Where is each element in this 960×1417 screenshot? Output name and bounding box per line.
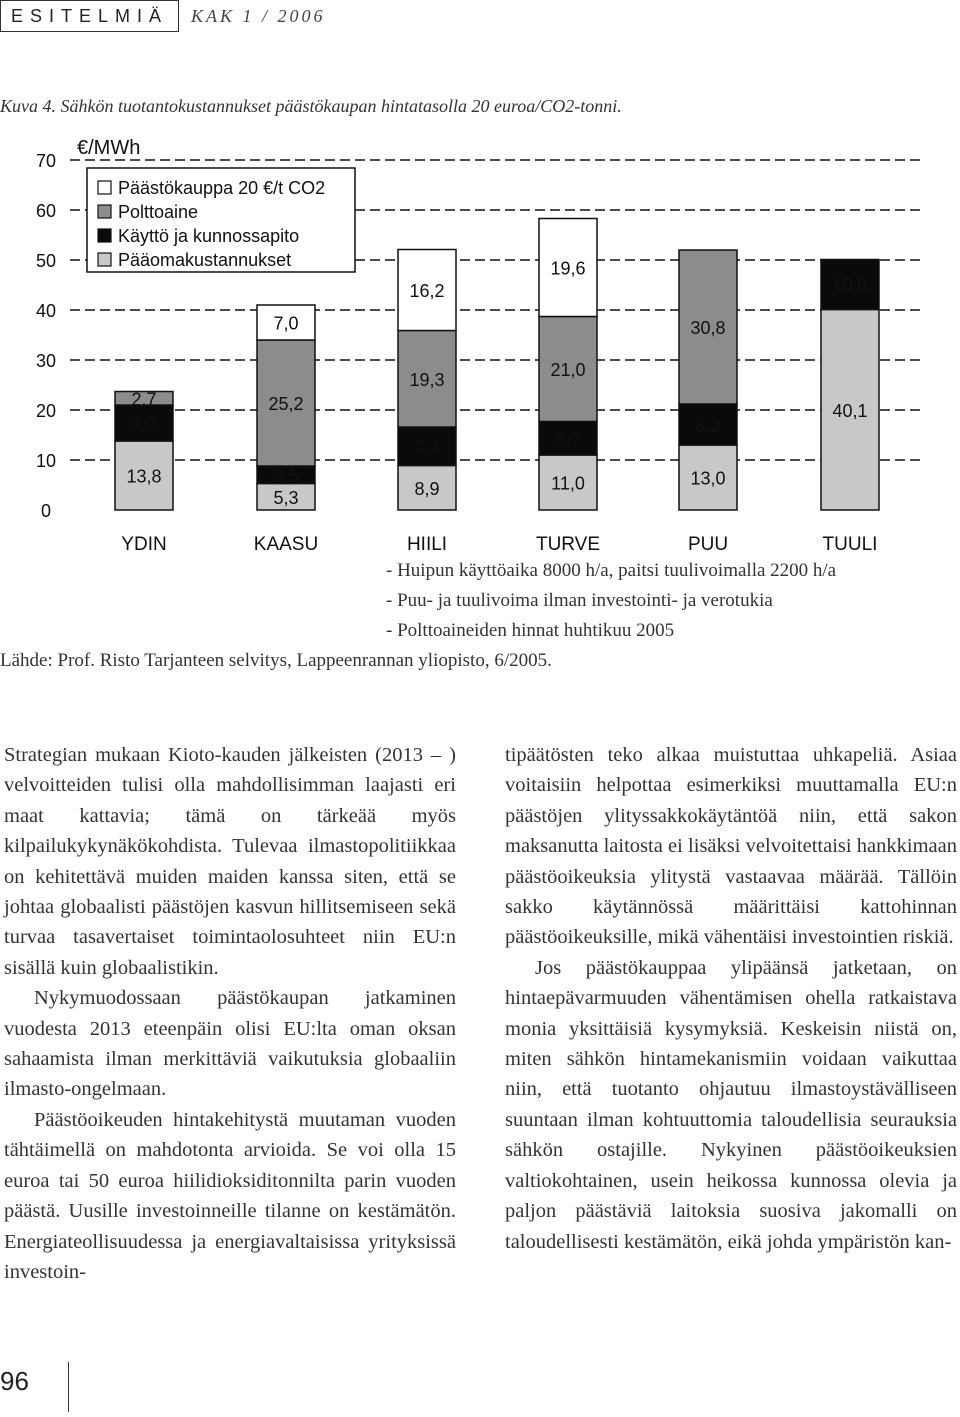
data-label: 10,0	[832, 275, 868, 296]
chart-notes	[386, 556, 836, 646]
body-column-left	[4, 740, 456, 1287]
data-label: 30,8	[690, 318, 726, 338]
data-label: 13,0	[690, 468, 726, 489]
data-label: 11,0	[551, 473, 585, 494]
legend-label: Päästökauppa 20 €/t CO2	[118, 178, 326, 198]
legend-swatch	[98, 253, 111, 266]
data-label: 19,3	[409, 369, 445, 390]
data-label: 8,9	[414, 478, 440, 499]
data-label: 3,5	[273, 465, 299, 486]
data-label: 19,6	[550, 258, 586, 279]
y-axis-label: €/MWh	[77, 137, 141, 159]
x-tick-label: HIILI	[406, 534, 448, 555]
magazine-name: ESITELMIÄ	[0, 0, 179, 32]
data-label: 7,7	[414, 437, 440, 458]
note-line: - Puu- ja tuulivoima ilman investointi- ja verotukia	[386, 590, 773, 611]
data-label: 2,7	[131, 389, 157, 410]
body-column-right	[505, 740, 957, 1257]
paragraph: Strategian mukaan Kioto-kauden jälkeisten (2013 – ) velvoitteiden tulisi olla mahdollisimman laajasti eri maat kattavia; tämä on tärkeää myös kilpailukykynäkökohdista. Tulevaa ilmastopolitiikkaa on kehitettävä muiden maiden kanssa siten, että se johtaa globaalisti päästöjen kasvun hillitsemiseen sekä turvaa tasavertaiset toimintaolosuhteet niin EU:n sisällä kuin globaalistikin.	[4, 744, 456, 979]
legend-label: Polttoaine	[118, 202, 199, 222]
page-number: 96	[0, 1366, 29, 1396]
data-label: 7,2	[131, 414, 157, 434]
legend-label: Käyttö ja kunnossapito	[118, 226, 300, 246]
x-tick-label: KAASU	[253, 534, 319, 555]
paragraph: tipäätösten teko alkaa muistuttaa uhkapeliä. Asiaa voitaisiin helpottaa esimerkiksi muuttamalla EU:n päästöjen ylityssakkokäytäntöä niin, että sakon maksanutta laitosta ei lisäksi velvoitettaisi hankkimaan päästöoikeuksia ylitystä vastaavaa määrää. Tällöin sakko käytännössä määrittäisi kattohinnan päästöoikeuksille, mikä vähentäisi investointien riskiä.	[505, 744, 957, 949]
y-tick-label: 10	[35, 451, 57, 471]
y-tick-label: 70	[35, 151, 57, 171]
note-line: - Huipun käyttöaika 8000 h/a, paitsi tuulivoimalla 2200 h/a	[386, 560, 837, 581]
x-tick-label: PUU	[687, 534, 729, 555]
x-tick-label: TURVE	[535, 534, 601, 555]
x-tick-label: TUULI	[822, 534, 878, 555]
data-label: 21,0	[550, 360, 586, 380]
data-label: 5,3	[273, 487, 299, 508]
page-number-divider	[68, 1362, 69, 1412]
y-tick-label: 20	[35, 401, 57, 421]
legend-label: Pääomakustannukset	[118, 250, 292, 270]
data-label: 7,0	[273, 313, 299, 334]
y-tick-label: 30	[35, 351, 57, 371]
legend-swatch	[98, 205, 111, 218]
y-tick-label: 60	[35, 201, 57, 221]
data-label: 8,2	[695, 415, 721, 436]
page-header	[0, 0, 338, 32]
legend-swatch	[98, 181, 111, 194]
legend-swatch	[98, 229, 111, 242]
x-tick-label: YDIN	[121, 534, 167, 555]
data-label: 40,1	[832, 400, 868, 421]
y-tick-label: 0	[40, 501, 52, 521]
y-tick-label: 40	[35, 301, 57, 321]
paragraph: Nykymuodossaan päästökaupan jatkaminen vuodesta 2013 eteenpäin olisi EU:lta oman oksan sahaamista ilman merkittäviä vaikutuksia globaaliin ilmasto-ongelmaan.	[4, 987, 456, 1101]
paragraph: Päästöoikeuden hintakehitystä muutaman vuoden tähtäimellä on mahdotonta arvioida. Se voi olla 15 euroa tai 50 euroa hiilidioksiditonnilta parin vuoden päästä. Uusille investoinneille tilanne on kestämätön. Energiateollisuudessa ja energiavaltaisissa yrityksissä investoin-	[4, 1108, 456, 1283]
cost-chart	[0, 120, 960, 560]
data-label: 16,2	[409, 281, 445, 301]
note-line: - Polttoaineiden hinnat huhtikuu 2005	[386, 620, 675, 641]
data-label: 6,7	[555, 429, 581, 450]
data-label: 13,8	[126, 466, 162, 487]
y-tick-label: 50	[35, 251, 57, 271]
issue-label: KAK 1 / 2006	[191, 6, 326, 26]
chart-source: Lähde: Prof. Risto Tarjanteen selvitys, Lappeenrannan yliopisto, 6/2005.	[0, 650, 552, 671]
paragraph: Jos päästökauppaa ylipäänsä jatketaan, on hintaepävarmuuden vähentämisen ohella ratkaistava monia yksittäisiä kysymyksiä. Keskeisin niistä on, miten sähkön hintamekanismiin voidaan vaikuttaa niin, että tuotanto ohjautuu ilmastoystävälliseen suuntaan ilman kohtuuttomia taloudellisia seurauksia sähkön ostajille. Nykyinen päästöoikeuksien valtiokohtainen, usein heikossa kunnossa olevia ja paljon päästäviä laitoksia suosiva jakomalli on taloudellisesti kestämätön, eikä johda ympäristön kan-	[505, 956, 957, 1253]
figure-caption: Kuva 4. Sähkön tuotantokustannukset päästökaupan hintatasolla 20 euroa/CO2-tonni.	[0, 96, 622, 116]
data-label: 25,2	[268, 394, 304, 414]
